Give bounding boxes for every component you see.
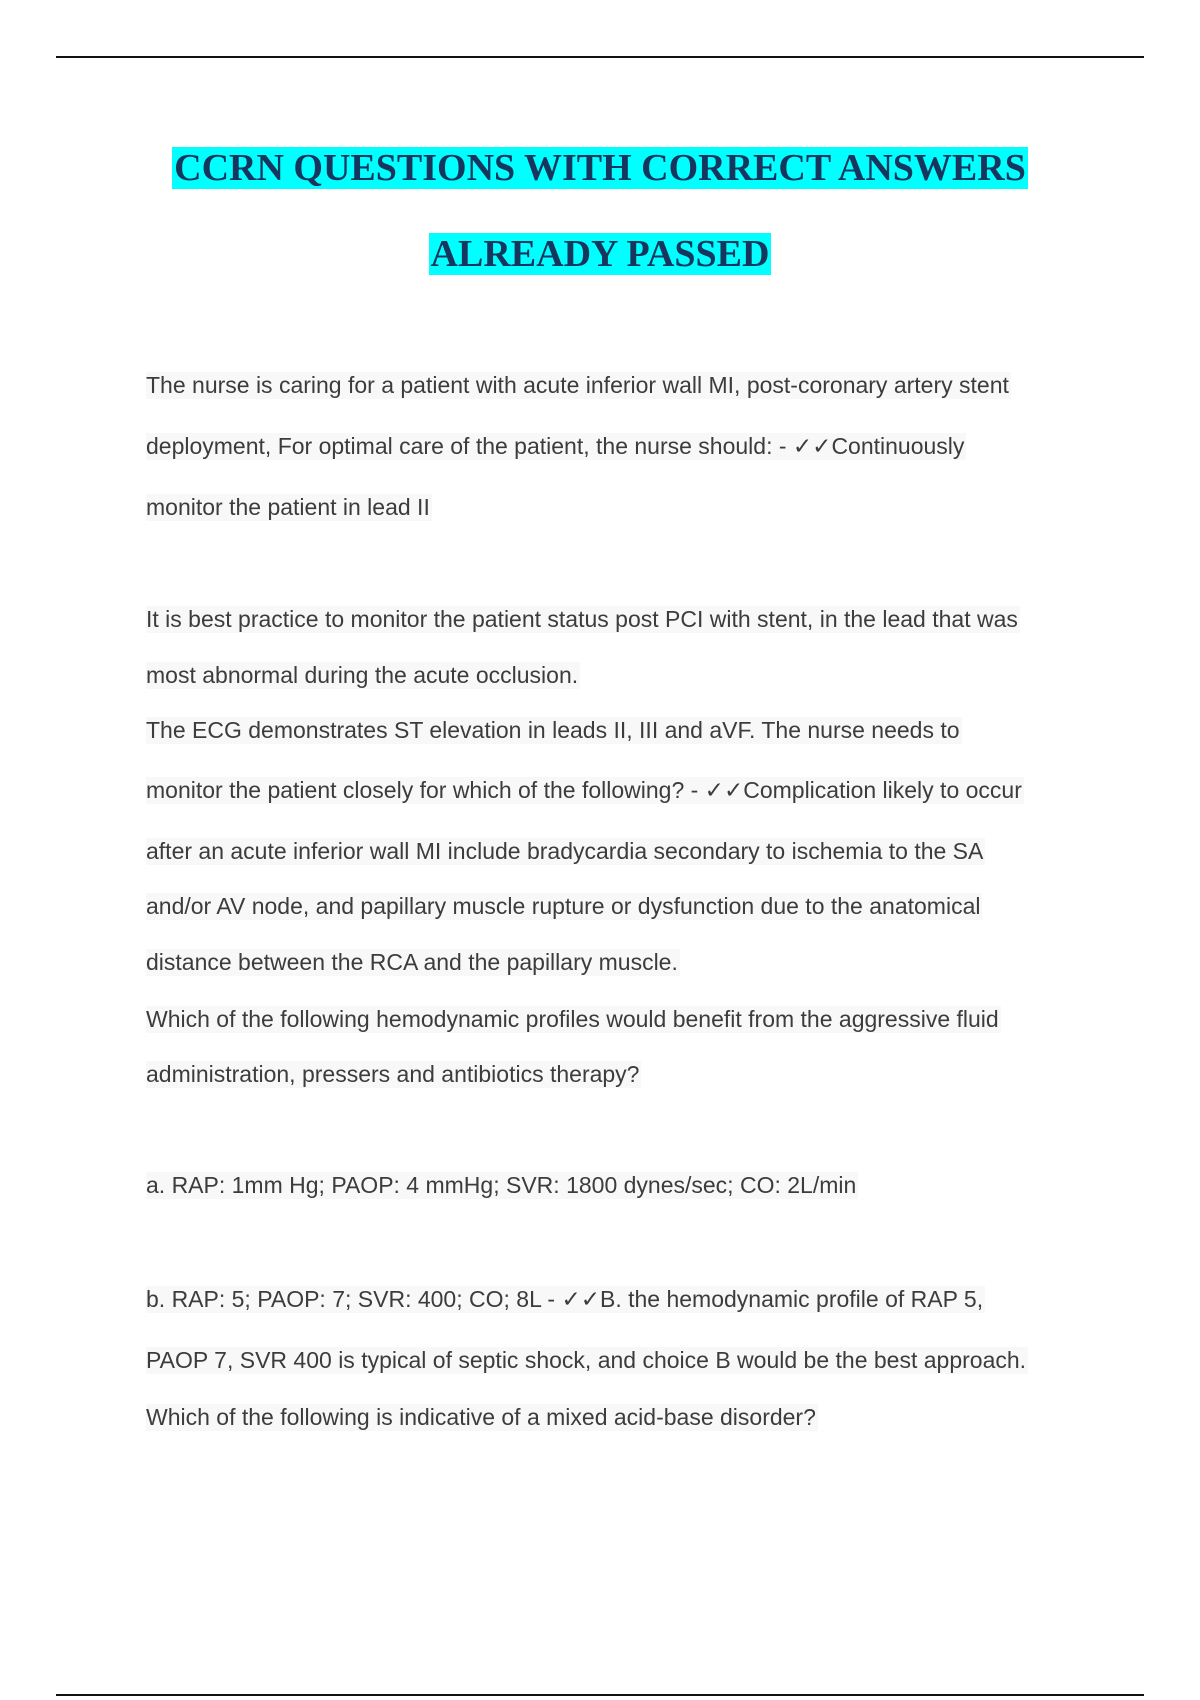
text-line: The nurse is caring for a patient with acute inferior wall MI, post-coronary artery stent	[146, 372, 1009, 398]
text-line: administration, pressers and antibiotics therapy?	[146, 1061, 640, 1087]
text-line: and/or AV node, and papillary muscle rupture or dysfunction due to the anatomical	[146, 893, 981, 919]
text-line: Which of the following hemodynamic profiles would benefit from the aggressive fluid	[146, 1006, 999, 1032]
top-rule	[56, 56, 1144, 58]
title-highlight-2: ALREADY PASSED	[430, 233, 770, 275]
text-line: b. RAP: 5; PAOP: 7; SVR: 400; CO; 8L - ✓✓B. the hemodynamic profile of RAP 5,	[146, 1286, 984, 1312]
text-line: monitor the patient in lead II	[146, 494, 430, 520]
text-line: Which of the following is indicative of a mixed acid-base disorder?	[146, 1404, 816, 1430]
text-line: a. RAP: 1mm Hg; PAOP: 4 mmHg; SVR: 1800 dynes/sec; CO: 2L/min	[146, 1172, 857, 1198]
document-title-line-2	[0, 232, 1200, 276]
text-line: most abnormal during the acute occlusion.	[146, 662, 579, 688]
text-line: It is best practice to monitor the patient status post PCI with stent, in the lead that was	[146, 606, 1018, 632]
document-title-line-1	[0, 146, 1200, 190]
bottom-rule	[56, 1694, 1144, 1696]
text-line: after an acute inferior wall MI include bradycardia secondary to ischemia to the SA	[146, 838, 984, 864]
text-line: deployment, For optimal care of the patient, the nurse should: - ✓✓Continuously	[146, 433, 965, 459]
text-line: distance between the RCA and the papillary muscle.	[146, 949, 678, 975]
text-line: PAOP 7, SVR 400 is typical of septic shock, and choice B would be the best approach.	[146, 1347, 1027, 1373]
text-line: monitor the patient closely for which of the following? - ✓✓Complication likely to occur	[146, 777, 1022, 803]
text-line: The ECG demonstrates ST elevation in leads II, III and aVF. The nurse needs to	[146, 717, 960, 743]
title-highlight-1: CCRN QUESTIONS WITH CORRECT ANSWERS	[174, 147, 1026, 189]
